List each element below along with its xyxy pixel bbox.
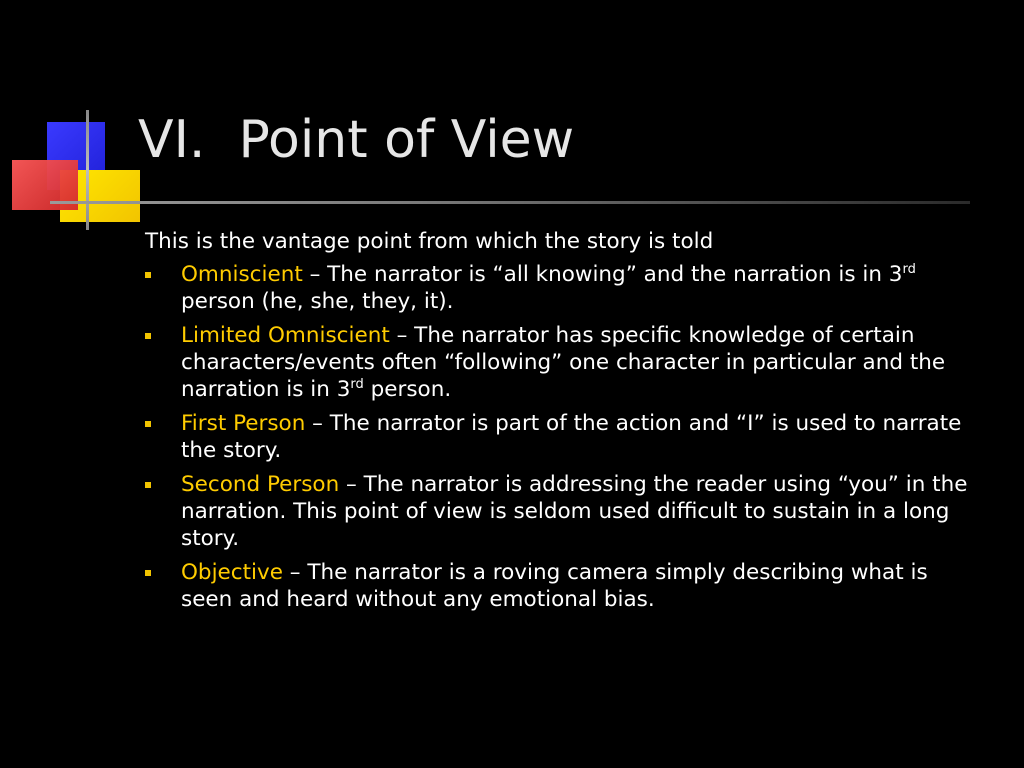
term-limited-omniscient: Limited Omniscient: [181, 323, 390, 348]
bullet-square-icon: [145, 333, 151, 339]
slide-title: VI. Point of View: [138, 110, 575, 170]
slide-body: [145, 228, 985, 620]
definition-omniscient-part2: person (he, she, they, it).: [181, 289, 454, 314]
term-second-person: Second Person: [181, 472, 340, 497]
bullet-list: [145, 261, 985, 613]
vertical-divider-line: [86, 110, 89, 230]
ordinal-suffix: rd: [350, 376, 364, 392]
definition-second-person: – The narrator is addressing the reader using “you” in the narration. This point of view is seldom used difficult to sustain in a long story.: [181, 472, 968, 551]
intro-text: This is the vantage point from which the story is told: [145, 229, 714, 254]
list-item-limited-omniscient: [145, 322, 985, 403]
term-objective: Objective: [181, 560, 283, 585]
ordinal-suffix: rd: [902, 261, 916, 277]
list-item-omniscient: [145, 261, 985, 315]
bullet-square-icon: [145, 482, 151, 488]
title-underline: [50, 201, 970, 204]
definition-first-person: – The narrator is part of the action and “I” is used to narrate the story.: [181, 411, 962, 463]
bullet-square-icon: [145, 272, 151, 278]
term-omniscient: Omniscient: [181, 262, 303, 287]
definition-omniscient-part1: – The narrator is “all knowing” and the narration is in 3: [302, 262, 903, 287]
bullet-square-icon: [145, 570, 151, 576]
list-item-objective: [145, 559, 985, 613]
bullet-square-icon: [145, 421, 151, 427]
list-item-first-person: [145, 410, 985, 464]
definition-objective: – The narrator is a roving camera simply describing what is seen and heard without any emotional bias.: [181, 560, 928, 612]
term-first-person: First Person: [181, 411, 306, 436]
definition-limited-omniscient-part2: person.: [363, 377, 452, 402]
decorative-block-cluster: [0, 0, 150, 240]
definition-limited-omniscient-part1: – The narrator has specific knowledge of certain characters/events often “following” one character in particular and the narration is in 3: [181, 323, 946, 402]
list-item-second-person: [145, 471, 985, 552]
